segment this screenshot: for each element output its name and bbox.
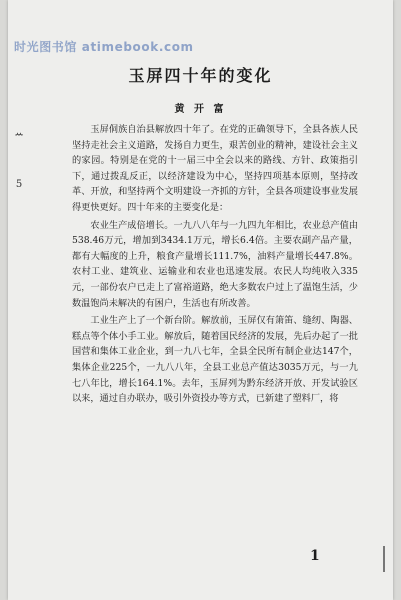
margin-mark: 5 — [15, 179, 23, 190]
page-number: 1 — [310, 548, 320, 564]
paragraph: 工业生产上了一个新台阶。解放前，玉屏仅有箫笛、缝纫、陶器、糕点等个体小手工业。解放后，随着国民经济的发展，先后办起了一批国营和集体工业企业，到一九八七年，全县全民所有制企业达147个，集体企业225个，一九八八年，全县工业总产值达3035万元，与一九七八年比，增长164.1%。去年，玉屏列为黔东经济开放、开发试验区以来，通过自办联办，吸引外资投办等方式，已新建了塑料厂，将 — [72, 315, 358, 405]
document-page — [8, 0, 393, 600]
article-body — [72, 122, 358, 409]
article-title: 玉屏四十年的变化 — [128, 66, 273, 85]
author-name: 黄 开 富 — [174, 104, 227, 115]
paragraph: 玉屏侗族自治县解放四十年了。在党的正确领导下，全县各族人民坚持走社会主义道路，发扬自力更生，艰苦创业的精神，建设社会主义的家园。特别是在党的十一届三中全会以来的路线、方针、政策指引下，通过拨乱反正，以经济建设为中心，坚持四项基本原则，坚持改革、开放，和坚持两个文明建设一齐抓的方针，全县各项建设事业发展得更快更好。四十年来的主要变化是： — [72, 124, 358, 213]
scan-edge-mark — [383, 546, 385, 572]
margin-mark: ꕀ — [14, 129, 24, 140]
paragraph: 农业生产成倍增长。一九八八年与一九四九年相比，农业总产值由538.46万元，增加到3434.1万元，增长6.4倍。主要农副产品产量，都有大幅度的上升，粮食产量增长111.7%，油料产量增长447.8%。农村工业、建筑业、运输业和农业也迅速发展。农民人均纯收入335元，一部份农户已走上了富裕道路，绝大多数农户过上了温饱生活，少数温饱尚未解决的有困户，生活也有所改善。 — [72, 219, 358, 309]
watermark: 时光图书馆 atimebook.com — [14, 40, 194, 54]
